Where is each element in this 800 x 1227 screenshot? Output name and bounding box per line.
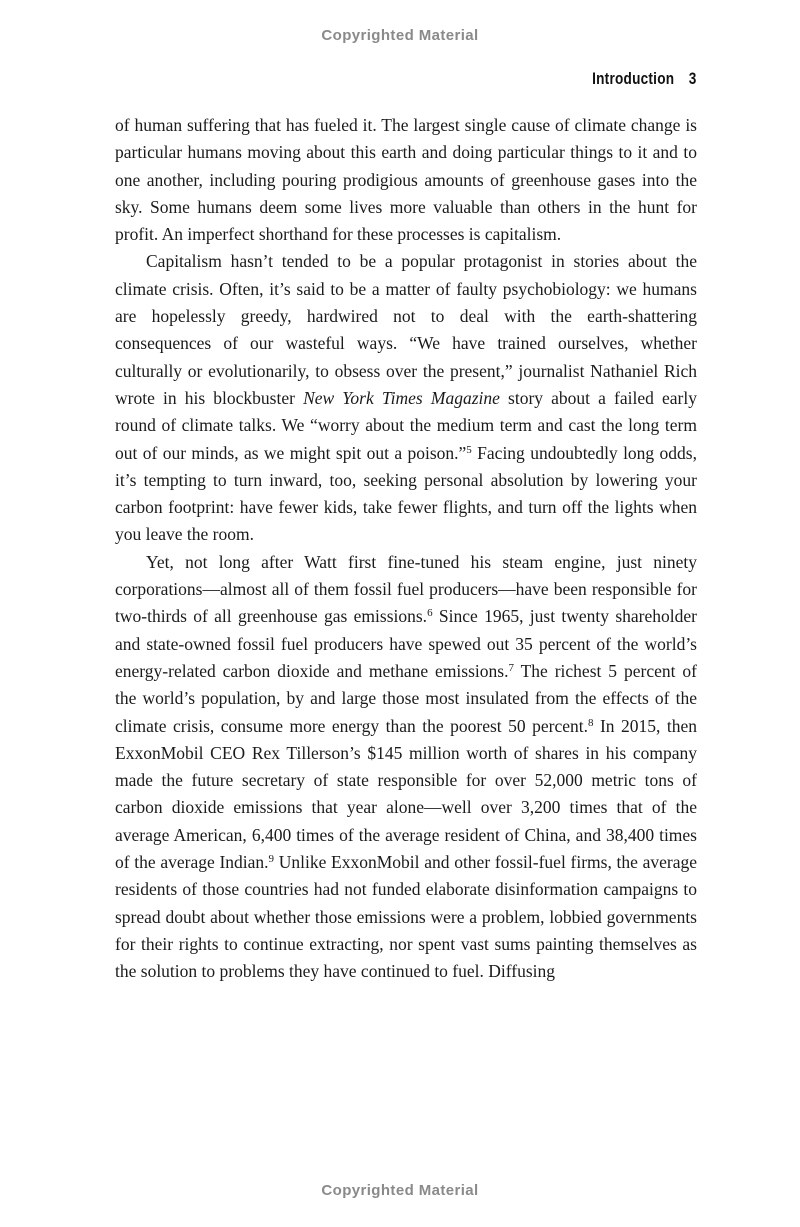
copyright-watermark-bottom: Copyrighted Material	[321, 1182, 479, 1199]
text-run: Facing undoubtedly long odds, it’s tempting to turn inward, too, seeking personal absolution by lowering your carbon footprint: have fewer kids, take fewer flights, and turn off the lights when you leave the room.	[115, 442, 697, 545]
copyright-watermark-top: Copyrighted Material	[321, 27, 479, 44]
footnote-marker: 9	[268, 853, 275, 866]
footnote-marker: 5	[466, 443, 472, 456]
text-run: of human suffering that has fueled it. The largest single cause of climate change is particular humans moving about this earth and doing particular things to it and to one another, including pouring prodigious amounts of greenhouse gases into the sky. Some humans deem some lives more valuable than others in the hunt for profit. An imperfect shorthand for these processes is capitalism.	[115, 115, 697, 245]
text-run: In 2015, then ExxonMobil CEO Rex Tillerson’s $145 million worth of shares in his company made the future secretary of state responsible for over 52,000 metric tons of carbon dioxide emissions that year alone—well over 3,200 times that of the average American, 6,400 times of the average resident of China, and 38,400 times of the average Indian.	[115, 715, 697, 873]
text-run: Capitalism hasn’t tended to be a popular protagonist in stories about the climate crisis. Often, it’s said to be a matter of faulty psychobiology: we humans are hopelessly greedy, hardwired not to deal with the earth-shattering consequences of our wasteful ways. “We have trained ourselves, whether culturally or evolutionarily, to obsess over the present,” journalist Nathaniel Rich wrote in his blockbuster	[115, 251, 697, 408]
text-run: Since 1965, just twenty shareholder and state-owned fossil fuel producers have spewed out 35 percent of the world’s energy-related carbon dioxide and methane emissions.	[115, 606, 697, 681]
page-number: 3	[689, 69, 697, 88]
paragraph	[115, 549, 697, 986]
paragraph	[115, 112, 697, 248]
text-run: The richest 5 percent of the world’s population, by and large those most insulated from the effects of the climate crisis, consume more energy than the poorest 50 percent.	[115, 660, 697, 736]
footnote-marker: 8	[587, 716, 594, 729]
body-text	[115, 112, 697, 986]
text-run: story about a failed early round of climate talks. We “worry about the medium term and cast the long term out of our minds, as we might spit out a poison.”	[115, 387, 697, 463]
text-run: Unlike ExxonMobil and other fossil-fuel firms, the average residents of those countries had not funded elaborate disinformation campaigns to spread doubt about whether those emissions were a problem, lobbied governments for their rights to continue extracting, nor spent vast sums painting themselves as the solution to problems they have continued to fuel. Diffusing	[115, 852, 697, 982]
chapter-title: Introduction	[592, 69, 675, 88]
running-header	[593, 69, 697, 89]
footnote-marker: 6	[427, 607, 433, 620]
footnote-marker: 7	[508, 661, 514, 674]
paragraph	[115, 248, 697, 548]
italic-title: New York Times Magazine	[303, 387, 500, 408]
text-run: Yet, not long after Watt first fine-tuned his steam engine, just ninety corporations—almost all of them fossil fuel producers—have been responsible for two-thirds of all greenhouse gas emissions.	[115, 551, 697, 627]
